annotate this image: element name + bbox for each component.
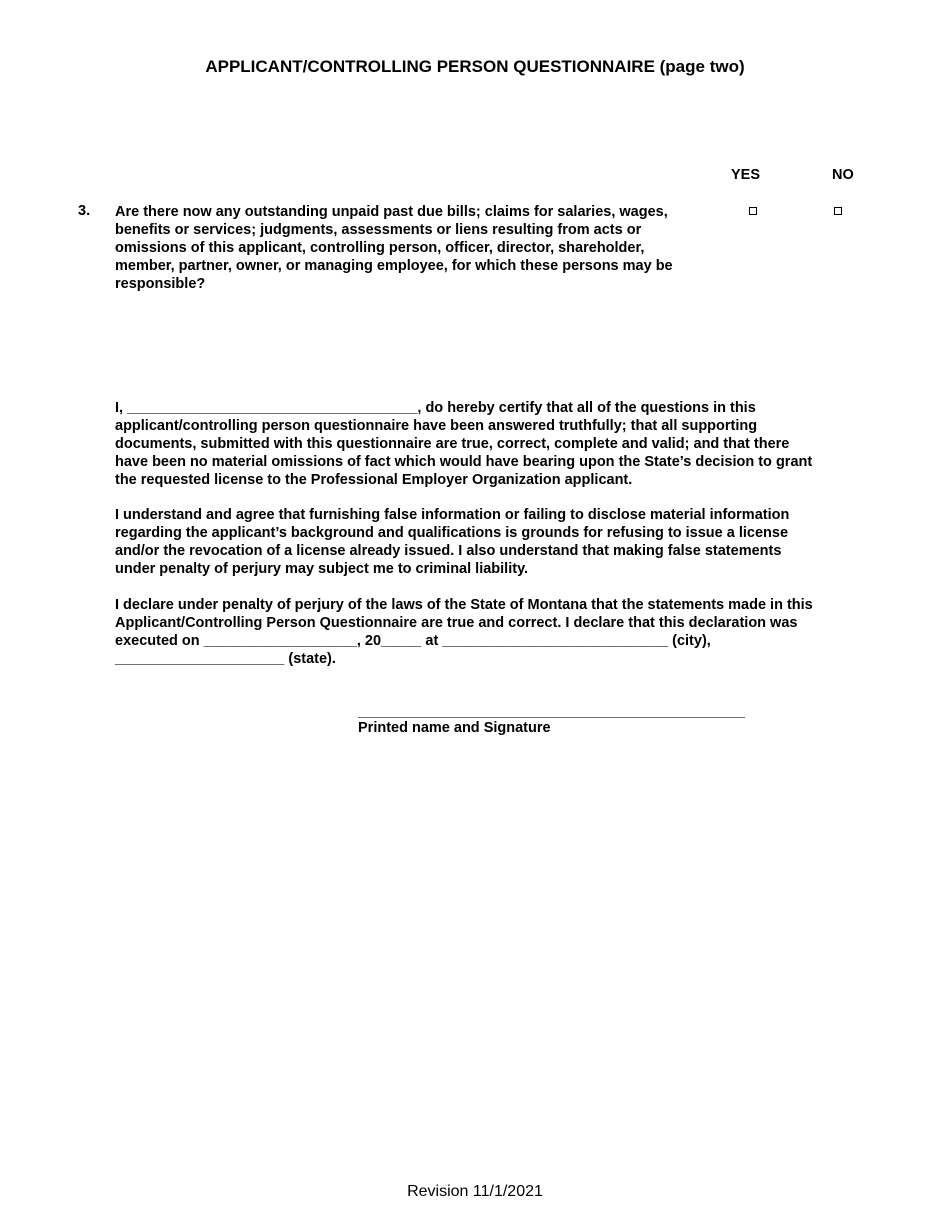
- yes-column-header: YES: [731, 167, 761, 183]
- revision-footer: Revision 11/1/2021: [407, 1183, 543, 1200]
- certification-paragraph: I, ____________________________________, do hereby certify that all of the questions in this applicant/controlling person questionnaire have been answered truthfully; that all supporting documents, submitted with this questionnaire are true, correct, complete and valid; and that there have been no material omissions of fact which would have bearing upon the State’s decision to grant the requested license to the Professional Employer Organization applicant.: [115, 400, 813, 488]
- question-text: Are there now any outstanding unpaid past due bills; claims for salaries, wages, benefits or services; judgments, assessments or liens resulting from acts or omissions of this applicant, controlling person, officer, director, shareholder, member, partner, owner, or managing employee, for which these persons may be responsible?: [115, 204, 673, 292]
- understanding-paragraph: I understand and agree that furnishing false information or failing to disclose material information regarding the applicant’s background and qualifications is grounds for refusing to issue a license and/or the revocation of a license already issued. I also understand that making false statements under penalty of perjury may subject me to criminal liability.: [115, 507, 790, 577]
- question-number: 3.: [78, 203, 91, 219]
- page-title: APPLICANT/CONTROLLING PERSON QUESTIONNAIRE (page two): [205, 57, 745, 76]
- yes-checkbox[interactable]: [749, 207, 757, 215]
- no-column-header: NO: [832, 167, 854, 183]
- signature-line[interactable]: ________________________________________________: [358, 704, 746, 720]
- no-checkbox[interactable]: [834, 207, 842, 215]
- declaration-paragraph: I declare under penalty of perjury of the laws of the State of Montana that the statements made in this Applicant/Controlling Person Questionnaire are true and correct. I declare that this declaration was executed on ___________________, 20_____ at ____________________________ (city), _____________________ (state).: [115, 597, 813, 667]
- signature-label: Printed name and Signature: [358, 720, 551, 736]
